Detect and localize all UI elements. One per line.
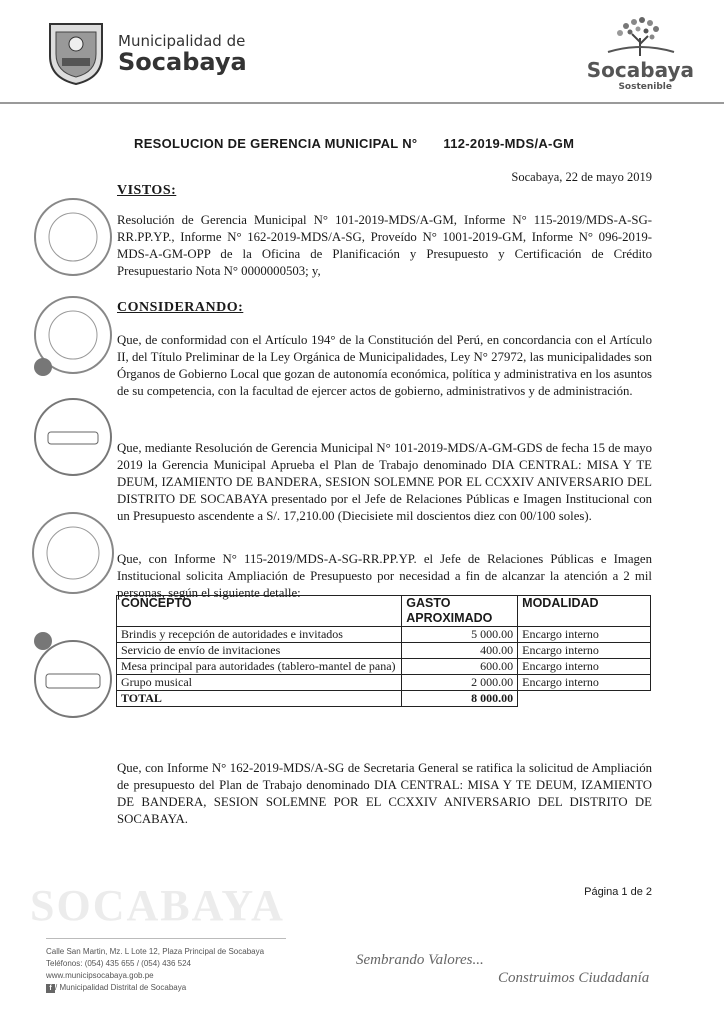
gerencia-municipal-stamp bbox=[28, 192, 118, 282]
amount-cell: 400.00 bbox=[402, 643, 518, 659]
amount-cell: 5 000.00 bbox=[402, 627, 518, 643]
table-row bbox=[117, 659, 651, 675]
footer-facebook-text: / Municipalidad Distrital de Socabaya bbox=[55, 983, 187, 992]
municipality-line1: Municipalidad de bbox=[118, 32, 246, 50]
page-number: Página 1 de 2 bbox=[584, 886, 652, 898]
header-divider bbox=[0, 102, 724, 104]
budget-table bbox=[116, 595, 651, 707]
vistos-text: Resolución de Gerencia Municipal N° 101-2019-MDS/A-GM, Informe N° 115-2019/MDS-A-SG-RR.PP.YP., Informe N° 162-2019-MDS/A-SG, Proveído N° 1001-2019-GM, Informe N° 096-2019-MDS-A-GM-OPP de la Oficina de Planificación y Presupuesto y Certificación de Crédito Presupuestario Nota N° 0000000503; y, bbox=[117, 213, 652, 278]
footer-divider bbox=[46, 938, 286, 939]
concept-cell: Grupo musical bbox=[117, 675, 402, 691]
considerando-heading: CONSIDERANDO: bbox=[117, 300, 244, 315]
municipality-line2: Socabaya bbox=[118, 48, 247, 76]
resolution-title-label: RESOLUCION DE GERENCIA MUNICIPAL N° bbox=[134, 136, 418, 151]
brand-block bbox=[587, 18, 694, 92]
concept-cell: Servicio de envío de invitaciones bbox=[117, 643, 402, 659]
modality-cell: Encargo interno bbox=[518, 659, 651, 675]
punch-hole bbox=[34, 632, 52, 650]
amount-cell: 2 000.00 bbox=[402, 675, 518, 691]
slogan-line2: Construimos Ciudadanía bbox=[498, 970, 650, 986]
concept-cell: Mesa principal para autoridades (tablero-mantel de pana) bbox=[117, 659, 402, 675]
table-total-row bbox=[117, 691, 651, 707]
concept-cell: Brindis y recepción de autoridades e invitados bbox=[117, 627, 402, 643]
planificacion-stamp bbox=[28, 508, 118, 598]
total-label: TOTAL bbox=[117, 691, 402, 707]
footer-address: Calle San Martin, Mz. L Lote 12, Plaza Principal de Socabaya bbox=[46, 947, 265, 956]
considerando-paragraph-3: Que, con Informe N° 115-2019/MDS-A-SG-RR.PP.YP. el Jefe de Relaciones Públicas e Imagen Institucional solicita Ampliación de Presupuesto por necesidad a fin de alcanzar la atención a 2 mil personas, según el siguiente detalle: bbox=[117, 552, 652, 600]
considerando-paragraph-2: Que, mediante Resolución de Gerencia Municipal N° 101-2019-MDS/A-GM-GDS de fecha 15 de mayo 2019 la Gerencia Municipal Aprueba el Plan de Trabajo denominado DIA CENTRAL: MISA Y TE DEUM, IZAMIENTO DE BANDERA, SESION SOLEMNE POR EL CCXXIV ANIVERSARIO DEL DISTRITO DE SOCABAYA presentado por el Jefe de Relaciones Públicas e Imagen Institucional con un Presupuesto ascendente a S/. 17,210.00 (Diecisiete mil doscientos diez con 00/100 soles). bbox=[117, 441, 652, 523]
table-row bbox=[117, 643, 651, 659]
modality-cell: Encargo interno bbox=[518, 627, 651, 643]
socabaya-watermark: SOCABAYA bbox=[30, 881, 285, 930]
header-concepto: CONCEPTO bbox=[117, 596, 402, 627]
table-row bbox=[117, 675, 651, 691]
municipality-name bbox=[118, 32, 247, 76]
footer-website: www.municipsocabaya.gob.pe bbox=[46, 971, 154, 980]
footer-facebook bbox=[46, 982, 264, 994]
facebook-icon: f bbox=[46, 984, 55, 993]
modality-cell: Encargo interno bbox=[518, 675, 651, 691]
document-date: Socabaya, 22 de mayo 2019 bbox=[511, 170, 652, 184]
punch-hole bbox=[34, 358, 52, 376]
empty-cell bbox=[518, 691, 651, 707]
brand-name: Socabaya bbox=[586, 58, 694, 82]
modality-cell: Encargo interno bbox=[518, 643, 651, 659]
header-gasto: GASTO APROXIMADO bbox=[402, 596, 518, 627]
table-row bbox=[117, 627, 651, 643]
footer-contact bbox=[46, 946, 264, 994]
table-header-row bbox=[117, 596, 651, 627]
considerando-paragraph-1: Que, de conformidad con el Artículo 194° de la Constitución del Perú, en concordancia con el Artículo II, del Título Preliminar de la Ley Orgánica de Municipalidades, Ley N° 27972, las municipalidades son Órganos de Gobierno Local que gozan de autonomía económica, política y administrativa en los asuntos de su competencia, con la facultad de ejercer actos de gobierno, administrativos y de administración. bbox=[117, 333, 652, 398]
considerando-paragraph-4: Que, con Informe N° 162-2019-MDS/A-SG de Secretaria General se ratifica la solicitud de Ampliación de presupuesto del Plan de Trabajo denominado DIA CENTRAL: MISA Y TE DEUM, IZAMIENTO DE BANDERA, SESION SOLEMNE POR EL CCXXIV ANIVERSARIO DEL DISTRITO DE SOCABAYA. bbox=[117, 761, 652, 826]
brand-tagline: Sostenible bbox=[618, 82, 672, 92]
total-value: 8 000.00 bbox=[402, 691, 518, 707]
resolution-title bbox=[134, 136, 574, 151]
administracion-stamp bbox=[28, 392, 118, 482]
resolution-number: 112-2019-MDS/A-GM bbox=[443, 136, 575, 151]
footer-phones: Teléfonos: (054) 435 655 / (054) 436 524 bbox=[46, 959, 191, 968]
amount-cell: 600.00 bbox=[402, 659, 518, 675]
vistos-heading: VISTOS: bbox=[117, 183, 177, 198]
header-modalidad: MODALIDAD bbox=[518, 596, 651, 627]
slogan-line1: Sembrando Valores... bbox=[356, 952, 484, 968]
municipal-crest-icon bbox=[44, 18, 108, 91]
